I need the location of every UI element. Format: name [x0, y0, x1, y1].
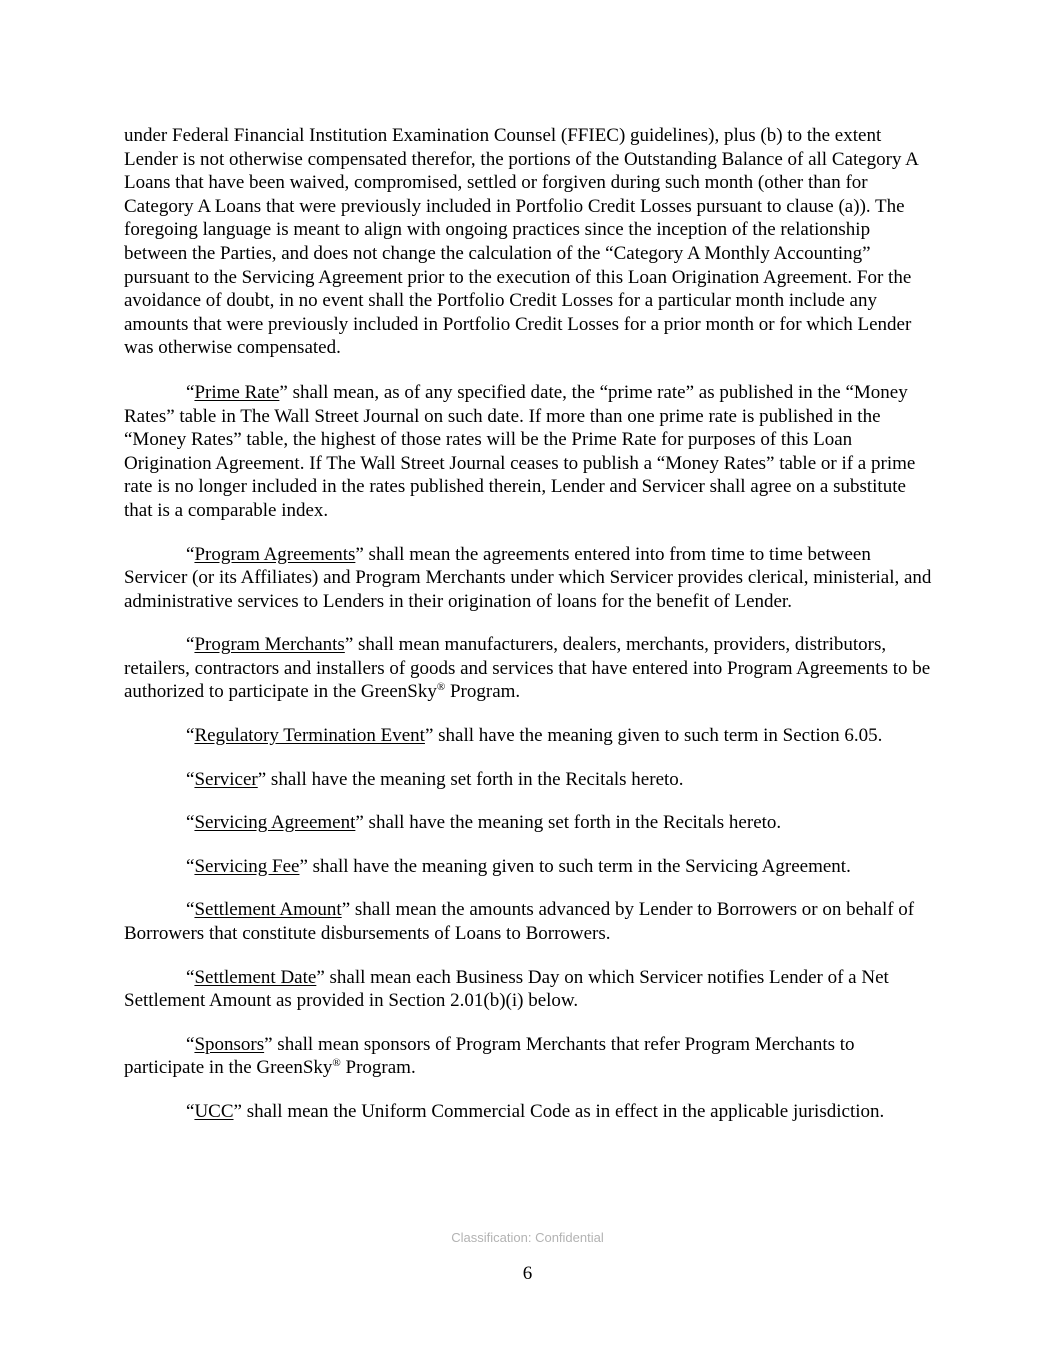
definition-text: ” shall mean the agreements entered into from time to time between Servicer (or its Affiliates) and Program Merchants under which Servicer provides clerical, ministerial, and administrative services to Lenders in their origination of loans for the benefit of Lender. [124, 543, 932, 612]
open-quote: “ [186, 725, 195, 747]
open-quote: “ [186, 381, 195, 403]
defined-term: Prime Rate [194, 381, 280, 403]
defined-term: Program Merchants [194, 634, 345, 656]
open-quote: “ [186, 966, 195, 988]
intro-paragraph: under Federal Financial Institution Examination Counsel (FFIEC) guidelines), plus (b) to the extent Lender is not otherwise compensated therefor, the portions of the Outstanding Balance of all Category A Loans that have been waived, compromised, settled or forgiven during such month (other than for Category A Loans that were previously included in Portfolio Credit Losses pursuant to clause (a)). The foregoing language is meant to align with ongoing practices since the inception of the relationship between the Parties, and does not change the calculation of the “Category A Monthly Accounting” pursuant to the Servicing Agreement prior to the execution of this Loan Origination Agreement. For the avoidance of doubt, in no event shall the Portfolio Credit Losses for a particular month include any amounts that were previously included in Portfolio Credit Losses for a prior month or for which Lender was otherwise compensated. [124, 125, 918, 359]
open-quote: “ [186, 1101, 195, 1122]
defined-term: Program Agreements [194, 543, 356, 565]
definition-text: ” shall have the meaning given to such term in the Servicing Agreement. [299, 855, 851, 877]
definition-text: ” shall have the meaning set forth in the Recitals hereto. [355, 812, 782, 834]
definition-settlement-amount [124, 898, 932, 945]
classification-label: Classification: Confidential [451, 1230, 604, 1245]
defined-term: Servicer [194, 768, 258, 790]
defined-term: Settlement Date [194, 966, 317, 988]
document-body [124, 124, 932, 1144]
defined-term: Settlement Amount [194, 899, 342, 921]
open-quote: “ [186, 1033, 195, 1055]
defined-term: Regulatory Termination Event [194, 725, 425, 747]
definition-settlement-date [124, 966, 932, 1013]
open-quote: “ [186, 899, 195, 921]
definition-regulatory-termination-event [124, 724, 932, 748]
definition-text: ” shall mean sponsors of Program Merchants that refer Program Merchants to participate in the GreenSky [124, 1033, 855, 1079]
defined-term: Servicing Fee [194, 855, 300, 877]
registered-mark: ® [332, 1057, 341, 1070]
open-quote: “ [186, 634, 195, 656]
definition-program-agreements [124, 543, 932, 614]
open-quote: “ [186, 812, 195, 834]
definition-servicing-agreement [124, 811, 932, 835]
definition-text: ” shall have the meaning set forth in the Recitals hereto. [257, 768, 684, 790]
definition-text: ” shall mean manufacturers, dealers, merchants, providers, distributors, retailers, contractors and installers of goods and services that have entered into Program Agreements to be authorized to participate in the GreenSky [124, 634, 931, 703]
definition-text: ” shall mean the Uniform Commercial Code as in effect in the applicable jurisdiction. [233, 1101, 885, 1122]
definition-text: ” shall mean the amounts advanced by Lender to Borrowers or on behalf of Borrowers that constitute disbursements of Loans to Borrowers. [124, 899, 915, 945]
page-number: 6 [522, 1263, 533, 1284]
definition-text: ” shall mean each Business Day on which Servicer notifies Lender of a Net Settlement Amount as provided in Section 2.01(b)(i) below. [124, 966, 889, 1012]
definition-ucc [124, 1100, 932, 1124]
definition-text-after: Program. [445, 681, 521, 703]
open-quote: “ [186, 543, 195, 565]
definition-prime-rate [124, 381, 932, 523]
defined-term: Servicing Agreement [194, 812, 356, 834]
defined-term: Sponsors [194, 1033, 265, 1055]
registered-mark: ® [436, 681, 446, 694]
definition-text: ” shall mean, as of any specified date, the “prime rate” as published in the “Money Rates” table in The Wall Street Journal on such date. If more than one prime rate is published in the “Money Rates” table, the highest of those rates will be the Prime Rate for purposes of this Loan Origination Agreement. If The Wall Street Journal ceases to publish a “Money Rates” table or if a prime rate is no longer included in the rates published therein, Lender and Servicer shall agree on a substitute that is a comparable index. [124, 381, 916, 521]
definition-servicer [124, 768, 932, 792]
defined-term: UCC [194, 1101, 234, 1122]
definition-program-merchants [124, 633, 932, 704]
definition-text-after: Program. [340, 1057, 416, 1079]
open-quote: “ [186, 768, 195, 790]
open-quote: “ [186, 855, 195, 877]
definition-text: ” shall have the meaning given to such term in Section 6.05. [424, 725, 883, 747]
definition-servicing-fee [124, 855, 932, 879]
definition-sponsors [124, 1033, 932, 1080]
